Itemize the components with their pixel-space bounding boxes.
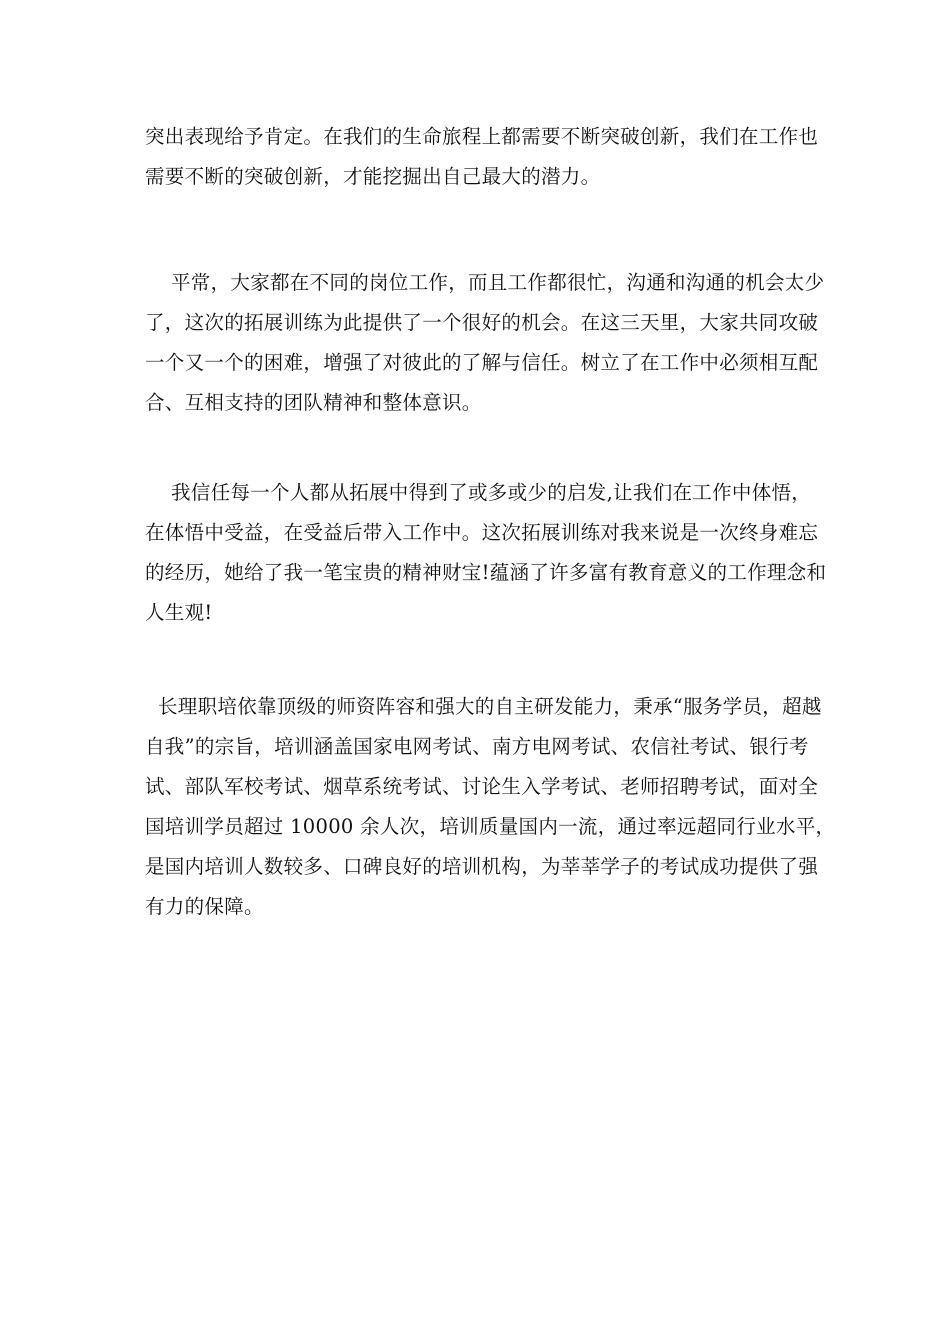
paragraph-3 — [145, 473, 827, 633]
paragraph-1 — [145, 117, 819, 197]
text-line: 需要不断的突破创新，才能挖掘出自己最大的潜力。 — [145, 165, 601, 188]
text-line: 一个又一个的困难，增强了对彼此的了解与信任。树立了在工作中必须相互配 — [145, 351, 819, 374]
text-line: 在体悟中受益，在受益后带入工作中。这次拓展训练对我来说是一次终身难忘 — [145, 521, 819, 544]
text-line: 合、互相支持的团队精神和整体意识。 — [145, 391, 482, 414]
paragraph-2 — [145, 263, 825, 423]
text-line: 平常，大家都在不同的岗位工作，而且工作都很忙，沟通和沟通的机会太少 — [145, 271, 825, 294]
paragraph-4 — [145, 687, 836, 927]
text-line: 是国内培训人数较多、口碑良好的培训机构，为莘莘学子的考试成功提供了强 — [145, 855, 819, 878]
text-line: 人生观! — [145, 601, 213, 624]
text-line: 试、部队军校考试、烟草系统考试、讨论生入学考试、老师招聘考试，面对全 — [145, 775, 819, 798]
text-line: 了，这次的拓展训练为此提供了一个很好的机会。在这三天里，大家共同攻破 — [145, 311, 819, 334]
text-line: 自我”的宗旨，培训涵盖国家电网考试、南方电网考试、农信社考试、银行考 — [145, 735, 809, 758]
text-line: 的经历，她给了我一笔宝贵的精神财宝!蕴涵了许多富有教育意义的工作理念和 — [145, 561, 827, 584]
text-line: 突出表现给予肯定。在我们的生命旅程上都需要不断突破创新，我们在工作也 — [145, 125, 819, 148]
text-line: 我信任每一个人都从拓展中得到了或多或少的启发,让我们在工作中体悟， — [145, 481, 812, 504]
text-line: 国培训学员超过 10000 余人次，培训质量国内一流，通过率远超同行业水平， — [145, 815, 836, 838]
text-line: 有力的保障。 — [145, 895, 264, 918]
text-line: 长理职培依靠顶级的师资阵容和强大的自主研发能力，秉承“服务学员，超越 — [145, 695, 822, 718]
